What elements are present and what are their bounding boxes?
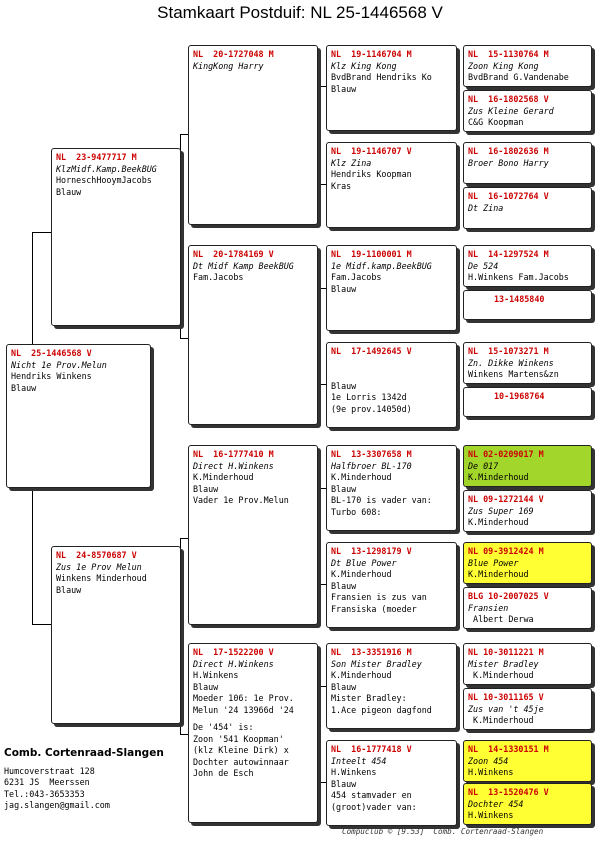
- connector-line: [318, 584, 326, 585]
- connector-line: [180, 338, 188, 339]
- pigeon-name: Zus van 't 45je: [468, 703, 544, 714]
- ring-number: NL 09-1272144 V: [468, 494, 544, 504]
- footer-credit: Compuclub © [9.53] Comb. Cortenraad-Slangen: [342, 827, 544, 836]
- pigeon-name: Dt Blue Power: [331, 557, 397, 568]
- pigeon-card-g11[interactable]: [463, 542, 592, 584]
- connector-line: [180, 538, 188, 539]
- pigeon-note: (9e prov.14050d): [331, 403, 412, 414]
- pigeon-owner: HorneschHooymJacobs: [56, 175, 152, 185]
- connector-line: [318, 782, 326, 783]
- pigeon-name: Zoon King Kong: [468, 60, 539, 71]
- pigeon-owner: K.Minderhoud: [468, 715, 534, 725]
- pigeon-name: Halfbroer BL-170: [331, 460, 412, 471]
- ring-number: NL 13-3351916 M: [331, 647, 412, 657]
- pigeon-note: 1.Ace pigeon dagfond: [331, 704, 432, 715]
- connector-line: [458, 268, 459, 314]
- pigeon-card-mmf[interactable]: [326, 643, 457, 729]
- connector-line: [458, 163, 459, 208]
- ring-number: NL 14-1297524 M: [468, 249, 549, 259]
- connector-line: [318, 86, 319, 184]
- pigeon-note: Vader 1e Prov.Melun: [193, 495, 289, 505]
- pigeon-owner: K.Minderhoud: [468, 517, 529, 527]
- connector-line: [318, 184, 326, 185]
- pigeon-note: BL-170 is vader van:: [331, 495, 432, 505]
- owner-email: jag.slangen@gmail.com: [4, 800, 110, 810]
- connector-line: [318, 488, 319, 584]
- pigeon-name: Dt Midf Kamp BeekBUG: [193, 260, 294, 271]
- pigeon-owner: K.Minderhoud: [331, 569, 392, 579]
- pigeon-note: John de Esch: [193, 768, 254, 778]
- pigeon-color: Blauw: [193, 483, 219, 494]
- pigeon-owner: H.Winkens: [468, 810, 514, 820]
- pigeon-card-fmm[interactable]: [326, 342, 457, 428]
- connector-line: [458, 562, 459, 608]
- pigeon-note: Zoon '541 Koopman': [193, 733, 284, 744]
- ring-number: NL 13-3307658 M: [331, 449, 412, 459]
- pigeon-card-mm[interactable]: [188, 643, 318, 823]
- pigeon-owner: BvdBrand G.Vandenabe: [468, 72, 569, 82]
- pigeon-owner: Fam.Jacobs: [331, 272, 382, 282]
- pigeon-name: 1e Midf.kamp.BeekBUG: [331, 260, 432, 271]
- pigeon-owner: Albert Derwa: [468, 614, 534, 624]
- connector-line: [458, 760, 459, 808]
- pigeon-owner: Fam.Jacobs: [193, 272, 244, 282]
- pigeon-card-ffm[interactable]: [326, 142, 457, 228]
- pigeon-name: Zus Kleine Gerard: [468, 105, 554, 116]
- pigeon-name: Broer Bono Harry: [468, 157, 549, 168]
- pigeon-name: Zus 1e Prov Melun: [56, 561, 142, 572]
- connector-line: [318, 288, 319, 384]
- owner-city: 6231 JS Meerssen: [4, 777, 90, 787]
- connector-line: [458, 364, 459, 410]
- owner-phone: Tel.:043-3653353: [4, 788, 85, 799]
- pigeon-card-g2[interactable]: [463, 90, 592, 132]
- pigeon-color: Blauw: [331, 681, 357, 692]
- pigeon-note: Fransiska (moeder: [331, 603, 417, 614]
- pigeon-owner: H.Winkens: [468, 767, 514, 777]
- connector-line: [32, 232, 52, 233]
- pigeon-color: Blauw: [193, 681, 219, 692]
- pigeon-color: Blauw: [331, 83, 357, 94]
- pigeon-card-ff[interactable]: [188, 45, 318, 225]
- connector-line: [318, 686, 326, 687]
- pigeon-owner: H.Winkens Fam.Jacobs: [468, 272, 569, 282]
- pigeon-owner: BvdBrand Hendriks Ko: [331, 72, 432, 82]
- pigeon-color: Blauw: [11, 382, 37, 393]
- pigeon-card-mfm[interactable]: [326, 542, 457, 628]
- pigeon-name: Zn. Dikke Winkens: [468, 357, 554, 368]
- pigeon-note: (groot)vader van:: [331, 801, 417, 812]
- pigeon-name: Dt Zina: [468, 202, 504, 213]
- connector-line: [180, 734, 188, 735]
- connector-line: [318, 686, 319, 782]
- connector-line: [318, 488, 326, 489]
- pigeon-note: 454 stamvader en: [331, 790, 412, 800]
- pigeon-card-g10[interactable]: [463, 490, 592, 532]
- owner-street: Humcoverstraat 128: [4, 765, 95, 776]
- ring-number: NL 17-1492645 V: [331, 346, 412, 356]
- pigeon-owner: Winkens Martens&zn: [468, 369, 559, 379]
- pigeon-card-subject[interactable]: [6, 344, 151, 488]
- pigeon-owner: K.Minderhoud: [331, 670, 392, 680]
- owner-name: Comb. Cortenraad-Slangen: [4, 747, 164, 759]
- ring-number: NL 19-1146704 M: [331, 49, 412, 59]
- ring-number: NL 14-1330151 M: [468, 744, 549, 754]
- ring-number: NL 17-1522200 V: [193, 647, 274, 657]
- ring-number: NL 13-1298179 V: [331, 546, 412, 556]
- ring-number: BLG 10-2007025 V: [468, 591, 549, 601]
- pigeon-note: Mister Bradley:: [331, 693, 407, 703]
- connector-line: [458, 662, 459, 709]
- spacer: [331, 358, 452, 381]
- pigeon-color: Blauw: [331, 580, 357, 591]
- ring-number: NL 09-3912424 M: [468, 546, 544, 556]
- connector-line: [32, 624, 52, 625]
- pigeon-card-fmf[interactable]: [326, 245, 457, 331]
- pigeon-color: Kras: [331, 180, 352, 191]
- pigeon-card-father[interactable]: [51, 148, 181, 326]
- ring-number: NL 16-1777418 V: [331, 744, 412, 754]
- ring-number: NL 20-1727048 M: [193, 49, 274, 59]
- pigeon-card-g9[interactable]: [463, 445, 592, 487]
- pigeon-note: Dochter autowinnaar: [193, 756, 289, 767]
- pigeon-name: Fransien: [468, 602, 509, 613]
- pigeon-owner: K.Minderhoud: [468, 472, 529, 482]
- pigeon-name: Mister Bradley: [468, 658, 539, 669]
- pigeon-card-g14[interactable]: [463, 688, 592, 730]
- ring-number: NL 23-9477717 M: [56, 152, 137, 162]
- pigeon-owner: K.Minderhoud: [331, 472, 392, 482]
- pigeon-card-g3[interactable]: [463, 142, 592, 184]
- pigeon-card-g16[interactable]: [463, 783, 592, 825]
- pigeon-name: Dochter 454: [468, 798, 524, 809]
- pigeon-color: Blauw: [56, 186, 82, 197]
- pigeon-name: De 524: [468, 260, 499, 271]
- pigeon-card-g1[interactable]: [463, 45, 592, 87]
- pigeon-note: 1e Lorris 1342d: [331, 392, 407, 402]
- pigeon-color: Blauw: [331, 778, 357, 789]
- ring-number: NL 16-1802568 V: [468, 94, 549, 104]
- connector-line: [458, 66, 459, 111]
- owner-block: [4, 748, 164, 812]
- pigeon-color: Blauw: [56, 584, 82, 595]
- pigeon-color: Blauw: [331, 283, 357, 294]
- pigeon-card-mf[interactable]: [188, 445, 318, 625]
- pigeon-note: Melun '24 13966d '24: [193, 704, 294, 715]
- pigeon-owner: Hendriks Winkens: [11, 371, 92, 381]
- pigeon-name: Nicht 1e Prov.Melun: [11, 359, 107, 370]
- connector-line: [318, 288, 326, 289]
- ring-number: NL 15-1073271 M: [468, 346, 549, 356]
- pigeon-card-g13[interactable]: [463, 643, 592, 685]
- pigeon-name: Klz King Kong: [331, 60, 397, 71]
- ring-number: NL 24-8570687 V: [56, 550, 137, 560]
- pigeon-name: Zoon 454: [468, 755, 509, 766]
- pigeon-name: Son Mister Bradley: [331, 658, 422, 669]
- pigeon-name: KingKong Harry: [193, 60, 264, 71]
- connector-line: [180, 134, 188, 135]
- ring-number: NL 02-0209017 M: [468, 449, 544, 459]
- pigeon-card-g12[interactable]: [463, 587, 592, 629]
- pigeon-owner: K.Minderhoud: [468, 670, 534, 680]
- pigeon-card-g15[interactable]: [463, 740, 592, 782]
- pigeon-owner: Hendriks Koopman: [331, 169, 412, 179]
- pigeon-color: Blauw: [331, 483, 357, 494]
- pigeon-note: De '454' is:: [193, 722, 254, 732]
- pigeon-name: Direct H.Winkens: [193, 460, 274, 471]
- pigeon-name: Zus Super 169: [468, 505, 534, 516]
- pigeon-owner: C&G Koopman: [468, 117, 524, 127]
- ring-number: NL 25-1446568 V: [11, 348, 92, 358]
- pigeon-note: Fransien is zus van: [331, 592, 427, 602]
- pigeon-owner: K.Minderhoud: [468, 569, 529, 579]
- ring-number: NL 16-1802636 M: [468, 146, 549, 156]
- ring-number: 10-1968764: [494, 391, 545, 401]
- ring-number: NL 15-1130764 M: [468, 49, 549, 59]
- pigeon-owner: H.Winkens: [331, 767, 377, 777]
- ring-number: NL 20-1784169 V: [193, 249, 274, 259]
- connector-line: [318, 86, 326, 87]
- pigeon-note: Turbo 608:: [331, 506, 382, 517]
- connector-line: [458, 464, 459, 512]
- pigeon-name: Inteelt 454: [331, 755, 387, 766]
- connector-line: [32, 486, 33, 624]
- ring-number: NL 19-1100001 M: [331, 249, 412, 259]
- pigeon-owner: H.Winkens: [193, 670, 239, 680]
- ring-number: NL 13-1520476 V: [468, 787, 549, 797]
- ring-number: NL 10-3011165 V: [468, 692, 544, 702]
- pigeon-color: Blauw: [331, 380, 357, 391]
- pigeon-card-g5[interactable]: [463, 245, 592, 287]
- pigeon-card-g8[interactable]: [463, 387, 592, 417]
- pigeon-name: Blue Power: [468, 557, 519, 568]
- ring-number: NL 16-1072764 V: [468, 191, 549, 201]
- pigeon-name: KlzMidf.Kamp.BeekBUG: [56, 163, 157, 174]
- pigeon-note: (klz Kleine Dirk) x: [193, 745, 289, 755]
- pigeon-note: Moeder 106: 1e Prov.: [193, 693, 294, 703]
- ring-number: NL 19-1146707 V: [331, 146, 412, 156]
- pigeon-card-g4[interactable]: [463, 187, 592, 229]
- ring-number: NL 16-1777410 M: [193, 449, 274, 459]
- pigeon-card-g6[interactable]: [463, 290, 592, 320]
- pigeon-name: Direct H.Winkens: [193, 658, 274, 669]
- pigeon-card-fff[interactable]: [326, 45, 457, 131]
- pigeon-card-g7[interactable]: [463, 342, 592, 384]
- pigeon-owner: K.Minderhoud: [193, 472, 254, 482]
- pigeon-name: Klz Zina: [331, 157, 372, 168]
- connector-line: [318, 384, 326, 385]
- pigeon-name: De 017: [468, 460, 499, 471]
- ring-number: 13-1485840: [494, 294, 545, 304]
- pigeon-card-mother[interactable]: [51, 546, 181, 724]
- pigeon-card-mff[interactable]: [326, 445, 457, 531]
- connector-line: [32, 232, 33, 346]
- page-title: Stamkaart Postduif: NL 25-1446568 V: [157, 3, 443, 22]
- ring-number: NL 10-3011221 M: [468, 647, 544, 657]
- pigeon-card-fm[interactable]: [188, 245, 318, 425]
- pigeon-card-mmm[interactable]: [326, 740, 457, 826]
- pigeon-owner: Winkens Minderhoud: [56, 573, 147, 583]
